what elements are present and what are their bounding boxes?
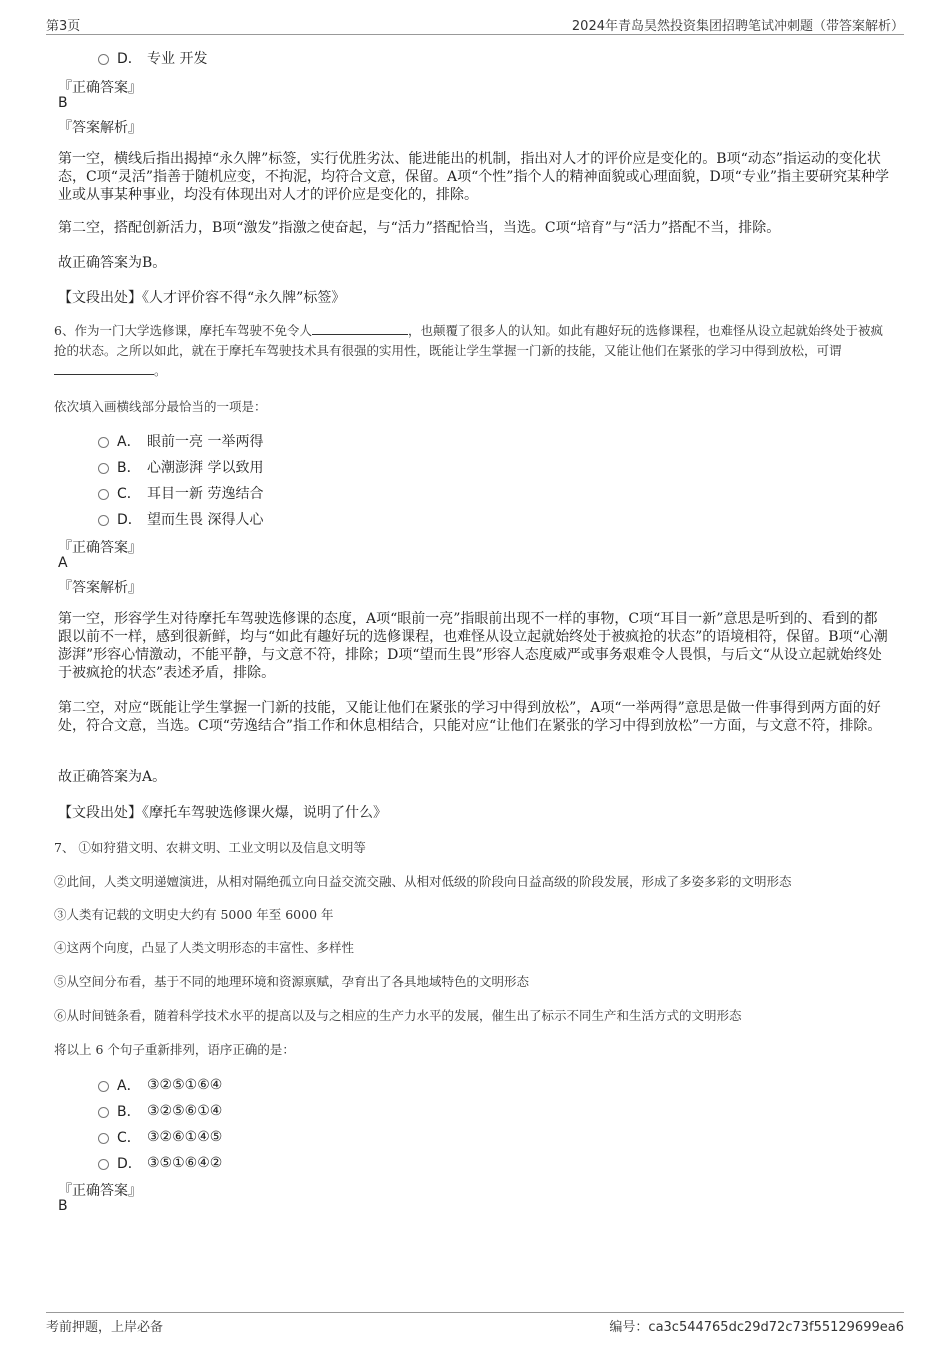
document-code: 编号：ca3c544765dc29d72c73f55129699ea6 (609, 1320, 904, 1335)
option-label: B． (117, 460, 141, 476)
option-text: ③②⑤⑥①④ (147, 1103, 223, 1119)
q6-option-d[interactable] (98, 509, 263, 529)
q7-sentence-5: ⑤从空间分布看，基于不同的地理环境和资源禀赋，孕育出了各具地域特色的文明形态 (54, 974, 530, 989)
q6-stem (54, 321, 892, 381)
radio-icon[interactable] (98, 1107, 109, 1118)
document-title: 2024年青岛昊然投资集团招聘笔试冲刺题（带答案解析） (571, 19, 904, 34)
option-label: C． (117, 1130, 141, 1146)
q7-sentence-1: 7、 ①如狩猎文明、农耕文明、工业文明以及信息文明等 (54, 840, 366, 855)
radio-icon[interactable] (98, 463, 109, 474)
page-footer (46, 1312, 904, 1335)
page-number: 第3页 (46, 19, 81, 34)
q7-option-a[interactable] (98, 1075, 222, 1095)
q6-answer-heading: 『正确答案』 (58, 540, 142, 556)
q5-analysis-heading: 『答案解析』 (58, 120, 142, 136)
radio-icon[interactable] (98, 54, 109, 65)
blank-line (54, 362, 154, 375)
q6-option-c[interactable] (98, 483, 263, 503)
footer-slogan: 考前押题，上岸必备 (46, 1320, 164, 1335)
q6-analysis-p2: 第二空，对应“既能让学生掌握一门新的技能，又能让他们在紧张的学习中得到放松”，A项“一举两得”意思是做一件事得到两方面的好处，符合文意，当选。C项“劳逸结合”指工作和休息相结合，只能对应“让他们在紧张的学习中得到放松”一方面，与文意不符，排除。 (58, 700, 882, 734)
blank-line (312, 322, 408, 335)
q6-prompt: 依次填入画横线部分最恰当的一项是： (54, 399, 267, 414)
radio-icon[interactable] (98, 1133, 109, 1144)
q6-option-a[interactable] (98, 431, 263, 451)
option-label: C． (117, 486, 141, 502)
q6-stem-part-a: 6、作为一门大学选修课，摩托车驾驶不免令人 (54, 323, 312, 338)
q6-conclusion: 故正确答案为A。 (58, 769, 167, 785)
q7-answer: B (58, 1198, 68, 1214)
q6-stem-part-c: 。 (154, 363, 167, 378)
radio-icon[interactable] (98, 489, 109, 500)
option-text: 眼前一亮 一举两得 (147, 434, 264, 450)
q6-source: 【文段出处】《摩托车驾驶选修课火爆，说明了什么》 (58, 805, 387, 821)
q7-sentence-4: ④这两个向度，凸显了人类文明形态的丰富性、多样性 (54, 940, 355, 955)
option-text: ③②⑥①④⑤ (147, 1129, 223, 1145)
option-label: A． (117, 434, 141, 450)
q6-stem-part-b: ，也颠覆了很多人的认知。如此有趣好玩的选修课程，也难怪从设立起就始终处于被疯抢的状态。之所以如此，就在于摩托车驾驶技术具有很强的实用性，既能让学生掌握一门新的技能，又能让他们在紧张的学习中得到放松，可谓 (54, 323, 883, 358)
q7-answer-heading: 『正确答案』 (58, 1183, 142, 1199)
option-label: A． (117, 1078, 141, 1094)
q5-analysis-p2: 第二空，搭配创新活力，B项“激发”指激之使奋起，与“活力”搭配恰当，当选。C项“培育”与“活力”搭配不当，排除。 (58, 220, 781, 236)
q6-analysis-heading: 『答案解析』 (58, 580, 142, 596)
option-label: D． (117, 1156, 142, 1172)
radio-icon[interactable] (98, 1159, 109, 1170)
option-text: 耳目一新 劳逸结合 (147, 486, 264, 502)
radio-icon[interactable] (98, 437, 109, 448)
option-label: B． (117, 1104, 141, 1120)
q5-answer-heading: 『正确答案』 (58, 80, 142, 96)
q6-analysis-p1: 第一空，形容学生对待摩托车驾驶选修课的态度，A项“眼前一亮”指眼前出现不一样的事物，C项“耳目一新”意思是听到的、看到的都跟以前不一样，感到很新鲜，均与“如此有趣好玩的选修课程，也难怪从设立起就始终处于被疯抢的状态”的语境相符，保留。B项“心潮澎湃”形容心情激动，不能平静，与文意不符，排除；D项“望而生畏”形容人态度威严或事务艰难令人畏惧，与后文“从设立起就始终处于被疯抢的状态”表述矛盾，排除。 (58, 611, 888, 681)
q7-sentence-2: ②此间，人类文明递嬗演进，从相对隔绝孤立向日益交流交融、从相对低级的阶段向日益高级的阶段发展，形成了多姿多彩的文明形态 (54, 874, 792, 889)
option-text: 心潮澎湃 学以致用 (147, 460, 264, 476)
q5-answer: B (58, 95, 68, 111)
option-label: D． (117, 51, 142, 67)
q7-sentence-6: ⑥从时间链条看，随着科学技术水平的提高以及与之相应的生产力水平的发展，催生出了标示不同生产和生活方式的文明形态 (54, 1008, 742, 1023)
q7-option-d[interactable] (98, 1153, 222, 1173)
q7-sentence-3: ③人类有记载的文明史大约有 5000 年至 6000 年 (54, 907, 334, 922)
option-text: ③②⑤①⑥④ (147, 1077, 223, 1093)
q5-analysis-p1: 第一空，横线后指出揭掉“永久牌”标签，实行优胜劣汰、能进能出的机制，指出对人才的评价应是变化的。B项“动态”指运动的变化状态，C项“灵活”指善于随机应变，不拘泥，均符合文意，保留。A项“个性”指个人的精神面貌或心理面貌，D项“专业”指主要研究某种学业或从事某种事业，均没有体现出对人才的评价应是变化的，排除。 (58, 151, 889, 203)
q5-conclusion: 故正确答案为B。 (58, 255, 167, 271)
option-label: D． (117, 512, 142, 528)
q5-source: 【文段出处】《人才评价容不得“永久牌”标签》 (58, 290, 346, 306)
q6-option-b[interactable] (98, 457, 263, 477)
option-text: 望而生畏 深得人心 (147, 512, 264, 528)
radio-icon[interactable] (98, 515, 109, 526)
page-header (46, 12, 904, 35)
radio-icon[interactable] (98, 1081, 109, 1092)
q7-option-c[interactable] (98, 1127, 222, 1147)
q5-option-d[interactable] (98, 48, 207, 68)
q6-answer: A (58, 555, 68, 571)
option-text: 专业 开发 (147, 51, 208, 67)
q7-prompt: 将以上 6 个句子重新排列，语序正确的是： (54, 1042, 295, 1057)
option-text: ③⑤①⑥④② (147, 1155, 223, 1171)
q7-option-b[interactable] (98, 1101, 222, 1121)
